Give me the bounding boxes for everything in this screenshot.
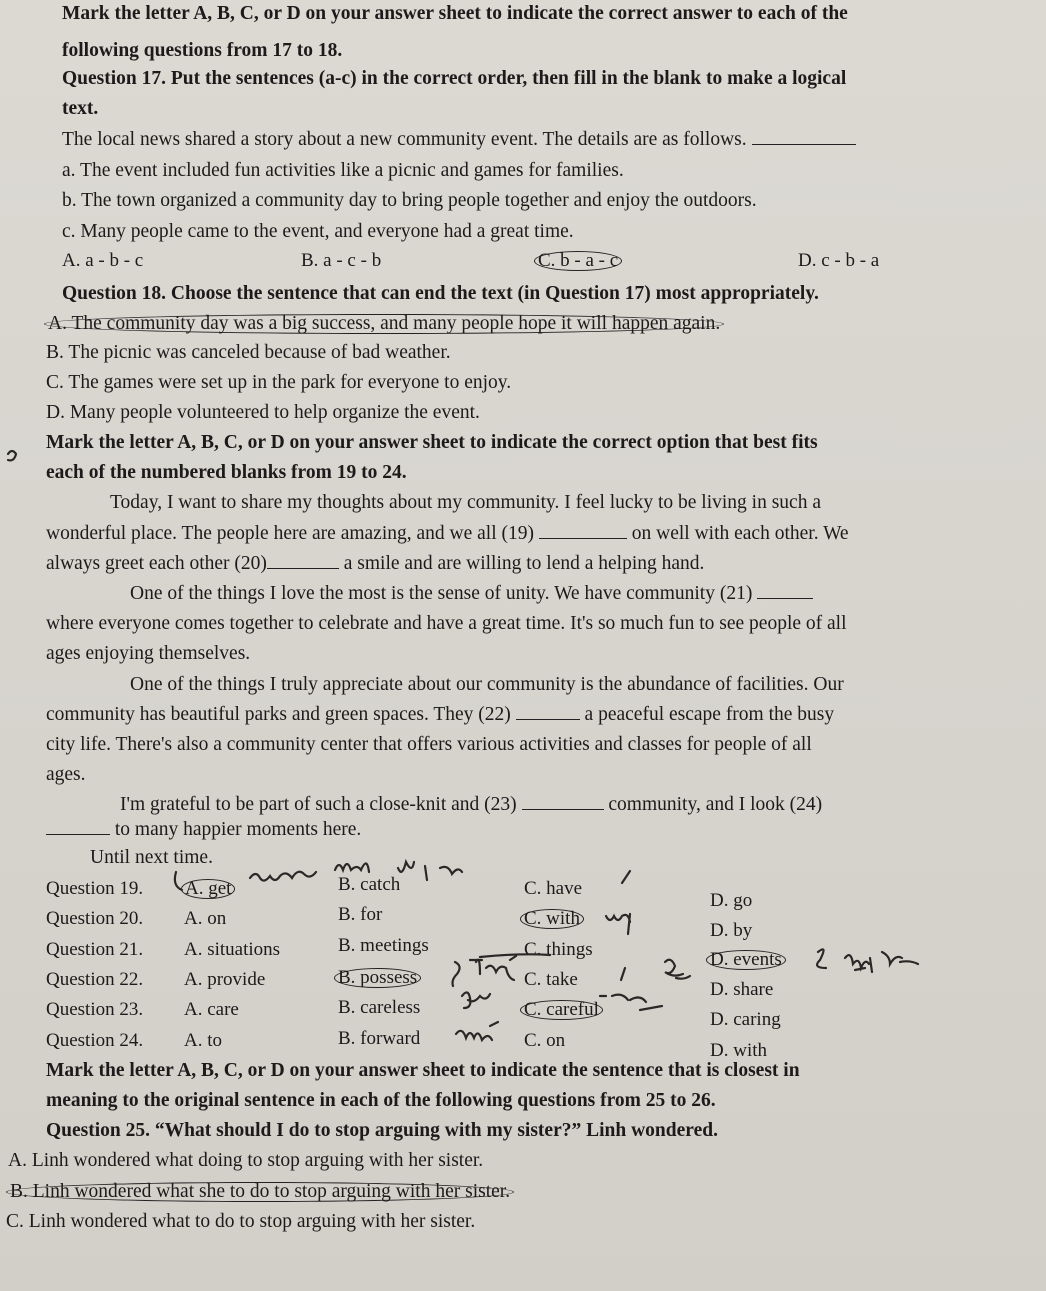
q21-option-b: B. meetings xyxy=(338,935,429,956)
q22-option-b-circled: B. possess xyxy=(338,966,421,990)
q18-option-b: B. The picnic was canceled because of bad weather. xyxy=(46,342,451,363)
q23-option-c-circled: C. careful xyxy=(524,998,603,1022)
q18-option-a-circled: A. The community day was a big success, and many people hope it will happen again. xyxy=(48,312,724,336)
q20-option-b: B. for xyxy=(338,904,383,925)
q18-option-d: D. Many people volunteered to help organize the event. xyxy=(46,402,480,423)
q25-option-c: C. Linh wondered what to do to stop arguing with her sister. xyxy=(6,1211,476,1232)
instruction-25-26-line1: Mark the letter A, B, C, or D on your answer sheet to indicate the sentence that is closest in xyxy=(46,1060,800,1081)
q20-option-d: D. by xyxy=(710,920,753,941)
instruction-19-24-line1: Mark the letter A, B, C, or D on your answer sheet to indicate the correct option that best fits xyxy=(46,432,818,453)
q17-option-a: A. a - b - c xyxy=(62,250,144,271)
passage-line: I'm grateful to be part of such a close-knit and (23) community, and I look (24) xyxy=(120,794,823,815)
q22-option-d: D. share xyxy=(710,979,774,1000)
passage-line: always greet each other (20) a smile and are willing to lend a helping hand. xyxy=(46,553,705,574)
q24-option-b: B. forward xyxy=(338,1028,421,1049)
passage-line: Today, I want to share my thoughts about my community. I feel lucky to be living in such a xyxy=(110,492,821,513)
q17-option-b: B. a - c - b xyxy=(301,250,382,271)
instruction-19-24-line2: each of the numbered blanks from 19 to 24. xyxy=(46,462,407,483)
instruction-17-18-line2: following questions from 17 to 18. xyxy=(62,40,343,61)
q23-option-b: B. careless xyxy=(338,997,421,1018)
question-17-title-cont: text. xyxy=(62,98,99,119)
q19-option-c: C. have xyxy=(524,878,583,899)
q22-option-c: C. take xyxy=(524,969,578,990)
q24-option-a: A. to xyxy=(184,1030,222,1051)
q25-option-a: A. Linh wondered what doing to stop arguing with her sister. xyxy=(8,1150,484,1171)
q20-option-a: A. on xyxy=(184,908,227,929)
passage-line: community has beautiful parks and green spaces. They (22) a peaceful escape from the busy xyxy=(46,704,835,725)
q20-label: Question 20. xyxy=(46,908,144,929)
q18-option-c: C. The games were set up in the park for everyone to enjoy. xyxy=(46,372,512,393)
q23-label: Question 23. xyxy=(46,999,144,1020)
passage-line: city life. There's also a community center that offers various activities and classes for people of all xyxy=(46,734,812,755)
question-17-title: Question 17. Put the sentences (a-c) in the correct order, then fill in the blank to make a logical xyxy=(62,68,847,89)
q19-option-d: D. go xyxy=(710,890,753,911)
q25-option-b-circled: B. Linh wondered what she to do to stop arguing with her sister. xyxy=(10,1180,514,1204)
q19-option-b: B. catch xyxy=(338,874,401,895)
question-17-intro: The local news shared a story about a new community event. The details are as follows. xyxy=(62,128,856,152)
passage-line: to many happier moments here. xyxy=(46,818,361,842)
q21-option-c: C. things xyxy=(524,939,593,960)
question-25-title: Question 25. “What should I do to stop arguing with my sister?” Linh wondered. xyxy=(46,1120,718,1141)
q24-label: Question 24. xyxy=(46,1030,144,1051)
q19-option-a-circled: A. get xyxy=(185,877,235,901)
passage-line: One of the things I truly appreciate about our community is the abundance of facilities. Our xyxy=(130,674,844,695)
q21-label: Question 21. xyxy=(46,939,144,960)
sentence-a: a. The event included fun activities like a picnic and games for families. xyxy=(62,160,624,181)
passage-line: wonderful place. The people here are amazing, and we all (19) on well with each other. We xyxy=(46,523,849,544)
sentence-b: b. The town organized a community day to bring people together and enjoy the outdoors. xyxy=(62,190,757,211)
passage-line: ages. xyxy=(46,764,86,785)
q19-label: Question 19. xyxy=(46,878,144,899)
instruction-17-18-line1: Mark the letter A, B, C, or D on your answer sheet to indicate the correct answer to each of the xyxy=(62,3,848,24)
q22-option-a: A. provide xyxy=(184,969,266,990)
question-18-title: Question 18. Choose the sentence that can end the text (in Question 17) most appropriately. xyxy=(62,283,819,304)
passage-line: ages enjoying themselves. xyxy=(46,643,251,664)
q23-option-a: A. care xyxy=(184,999,239,1020)
q22-label: Question 22. xyxy=(46,969,144,990)
instruction-25-26-line2: meaning to the original sentence in each of the following questions from 25 to 26. xyxy=(46,1090,716,1111)
q21-option-a: A. situations xyxy=(184,939,281,960)
q20-option-c-circled: C. with xyxy=(524,907,584,931)
sentence-c: c. Many people came to the event, and everyone had a great time. xyxy=(62,221,574,242)
passage-line: where everyone comes together to celebrate and have a great time. It's so much fun to see people of all xyxy=(46,613,847,634)
q17-option-c-circled: C. b - a - c xyxy=(538,249,622,273)
passage-closing: Until next time. xyxy=(90,847,213,868)
passage-line: One of the things I love the most is the sense of unity. We have community (21) xyxy=(130,582,813,606)
q17-option-d: D. c - b - a xyxy=(798,250,880,271)
q24-option-d: D. with xyxy=(710,1040,767,1061)
q21-option-d-circled: D. events xyxy=(710,948,786,972)
q23-option-d: D. caring xyxy=(710,1009,781,1030)
q24-option-c: C. on xyxy=(524,1030,566,1051)
